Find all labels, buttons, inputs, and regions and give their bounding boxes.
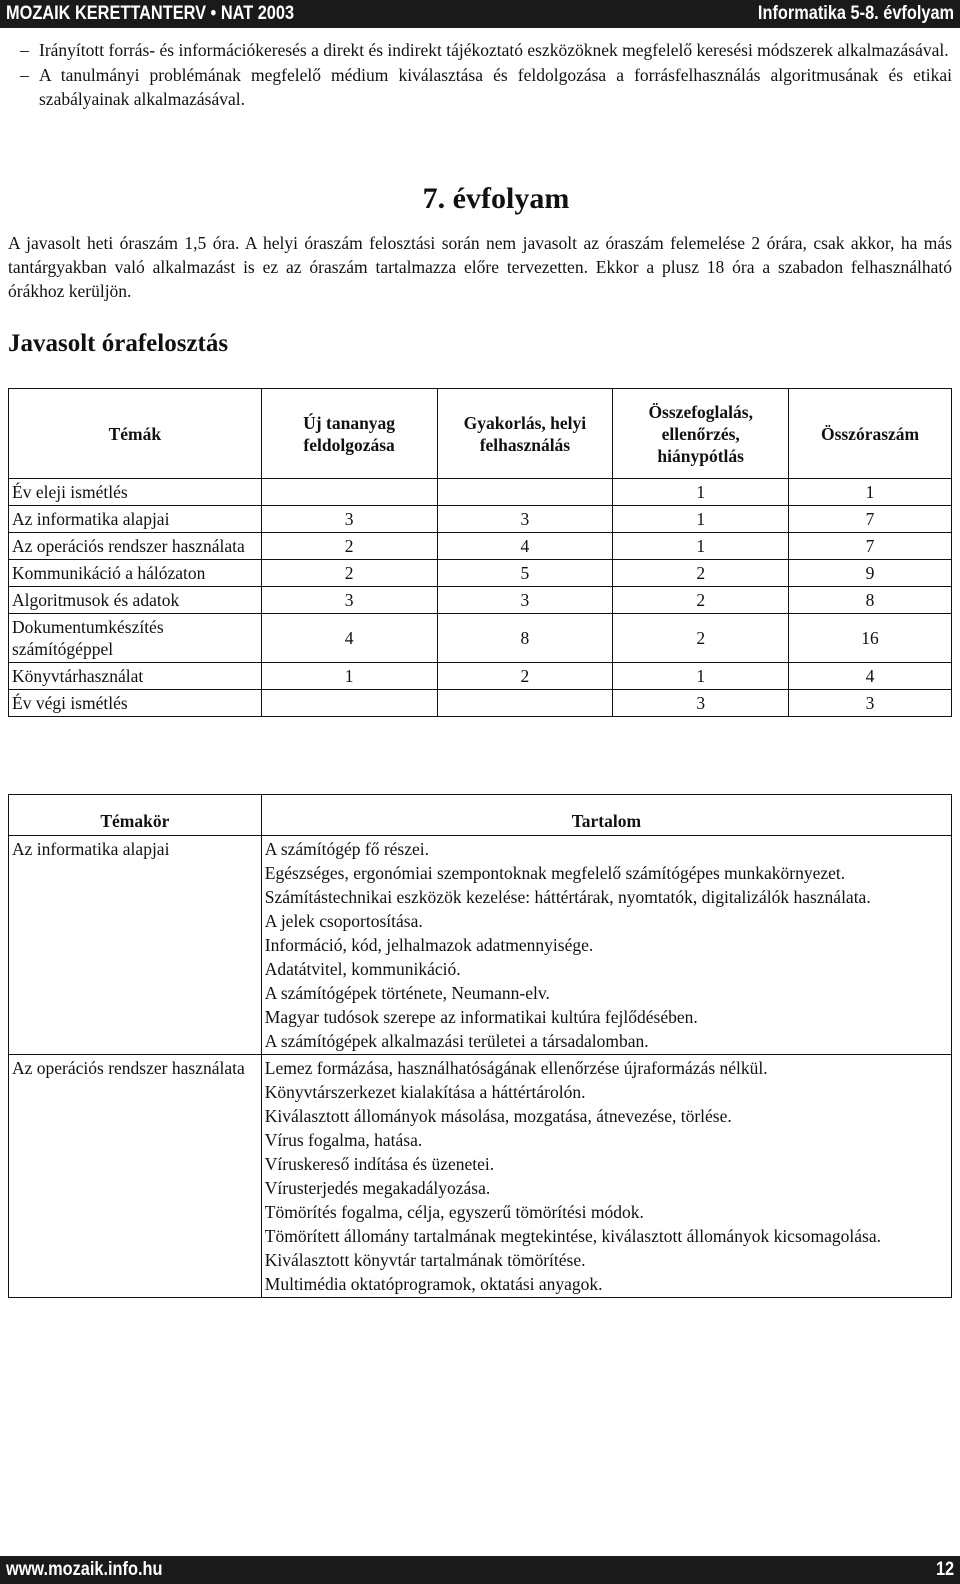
header-practice: Gyakorlás, helyi felhasználás [437,389,613,479]
review-cell: 1 [613,479,789,506]
content-line: Kiválasztott állományok másolása, mozgatása, átnevezése, törlése. [264,1106,732,1126]
practice-cell: 2 [437,663,613,690]
topic-cell: Kommunikáció a hálózaton [9,560,262,587]
intro-paragraph: A javasolt heti óraszám 1,5 óra. A helyi óraszám felosztási során nem javasolt az óraszám felemelése 2 órára, csak akkor, ha más tantárgyakban való alkalmazást is ez az óraszám tartalmazza előre tervezetten. Ekkor a plusz 18 óra a szabadon felhasználható órákhoz kerüljön. [8,233,952,301]
content-cell [261,1055,951,1298]
table-row [9,587,952,614]
topic-cell: Dokumentumkészítés számítógéppel [9,614,262,663]
total-cell: 1 [789,479,952,506]
bullet-text: A tanulmányi problémának megfelelő médium kiválasztása és feldolgozása a forrásfelhasználás algoritmusának és etikai szabályainak alkalmazásával. [39,65,952,109]
bullet-list [8,38,952,111]
practice-cell [437,479,613,506]
table-row [9,560,952,587]
content-line: A számítógép fő részei. [264,839,430,859]
topic-cell: Év végi ismétlés [9,690,262,717]
table-row [9,663,952,690]
header-series-title: MOZAIK KERETTANTERV • NAT 2003 [6,3,295,24]
list-item [8,63,952,111]
table-header-row [9,795,952,836]
practice-cell: 3 [437,506,613,533]
table-header-row [9,389,952,479]
review-cell: 1 [613,506,789,533]
page-content [8,38,952,1298]
content-line: Lemez formázása, használhatóságának ellenőrzése újraformázás nélkül. [264,1058,768,1078]
content-line: Víruskereső indítása és üzenetei. [264,1154,495,1174]
practice-cell [437,690,613,717]
topic-cell: Könyvtárhasználat [9,663,262,690]
table-row [9,836,952,1055]
page-footer [0,1556,960,1584]
header-subject-title: Informatika 5-8. évfolyam [757,3,954,24]
content-line: Multimédia oktatóprogramok, oktatási anyagok. [264,1274,603,1294]
review-cell: 1 [613,663,789,690]
total-cell: 3 [789,690,952,717]
table-row [9,506,952,533]
new-cell: 4 [261,614,437,663]
page-header [0,0,960,28]
content-line: Magyar tudósok szerepe az informatikai kultúra fejlődésében. [264,1007,698,1027]
bullet-dash: – [20,65,29,85]
bullet-text: Irányított forrás- és információkeresés a direkt és indirekt tájékoztató eszközöknek megfelelő keresési módszerek alkalmazásával. [39,40,949,60]
topic-cell: Az operációs rendszer használata [9,533,262,560]
table-row [9,690,952,717]
new-cell: 3 [261,506,437,533]
total-cell: 7 [789,506,952,533]
table-row [9,1055,952,1298]
total-cell: 7 [789,533,952,560]
content-line: Kiválasztott könyvtár tartalmának tömörítése. [264,1250,586,1270]
content-line: Tömörítés fogalma, célja, egyszerű tömörítési módok. [264,1202,644,1222]
topic-cell: Az operációs rendszer használata [9,1055,262,1298]
review-cell: 2 [613,587,789,614]
review-cell: 2 [613,560,789,587]
total-cell: 8 [789,587,952,614]
content-line: Egészséges, ergonómiai szempontoknak megfelelő számítógépes munkakörnyezet. [264,863,846,883]
content-line: A jelek csoportosítása. [264,911,423,931]
content-line: Adatátvitel, kommunikáció. [264,959,461,979]
content-line: A számítógépek alkalmazási területei a társadalomban. [264,1031,649,1051]
new-cell: 2 [261,560,437,587]
new-cell: 2 [261,533,437,560]
practice-cell: 3 [437,587,613,614]
header-new-material: Új tananyag feldolgozása [261,389,437,479]
content-line: Vírusterjedés megakadályozása. [264,1178,491,1198]
content-line: Könyvtárszerkezet kialakítása a háttértárolón. [264,1082,586,1102]
topic-cell: Az informatika alapjai [9,836,262,1055]
table-row [9,614,952,663]
practice-cell: 5 [437,560,613,587]
list-item [8,38,952,62]
header-content: Tartalom [261,795,951,836]
grade-title: 7. évfolyam [422,182,570,215]
topic-cell: Algoritmusok és adatok [9,587,262,614]
content-line: A számítógépek története, Neumann-elv. [264,983,550,1003]
total-cell: 9 [789,560,952,587]
new-cell: 1 [261,663,437,690]
header-topics: Témák [9,389,262,479]
content-line: Számítástechnikai eszközök kezelése: háttértárak, nyomtatók, digitalizálók használata. [264,887,871,907]
section-title: Javasolt órafelosztás [8,330,229,357]
new-cell: 3 [261,587,437,614]
new-cell [261,479,437,506]
header-topic: Témakör [9,795,262,836]
content-cell [261,836,951,1055]
content-line: Vírus fogalma, hatása. [264,1130,423,1150]
practice-cell: 4 [437,533,613,560]
header-total: Összóraszám [789,389,952,479]
table-row [9,533,952,560]
table-row [9,479,952,506]
topic-cell: Az informatika alapjai [9,506,262,533]
review-cell: 1 [613,533,789,560]
content-line: Információ, kód, jelhalmazok adatmennyisége. [264,935,594,955]
page-number: 12 [935,1559,954,1580]
review-cell: 2 [613,614,789,663]
total-cell: 4 [789,663,952,690]
content-line: Tömörített állomány tartalmának megtekintése, kiválasztott állományok kicsomagolása. [264,1226,881,1246]
total-cell: 16 [789,614,952,663]
practice-cell: 8 [437,614,613,663]
topics-content-table [8,794,952,1298]
topic-cell: Év eleji ismétlés [9,479,262,506]
bullet-dash: – [20,40,29,60]
header-review: Összefoglalás, ellenőrzés, hiánypótlás [613,389,789,479]
review-cell: 3 [613,690,789,717]
hour-allocation-table [8,388,952,717]
footer-website: www.mozaik.info.hu [6,1559,163,1580]
new-cell [261,690,437,717]
